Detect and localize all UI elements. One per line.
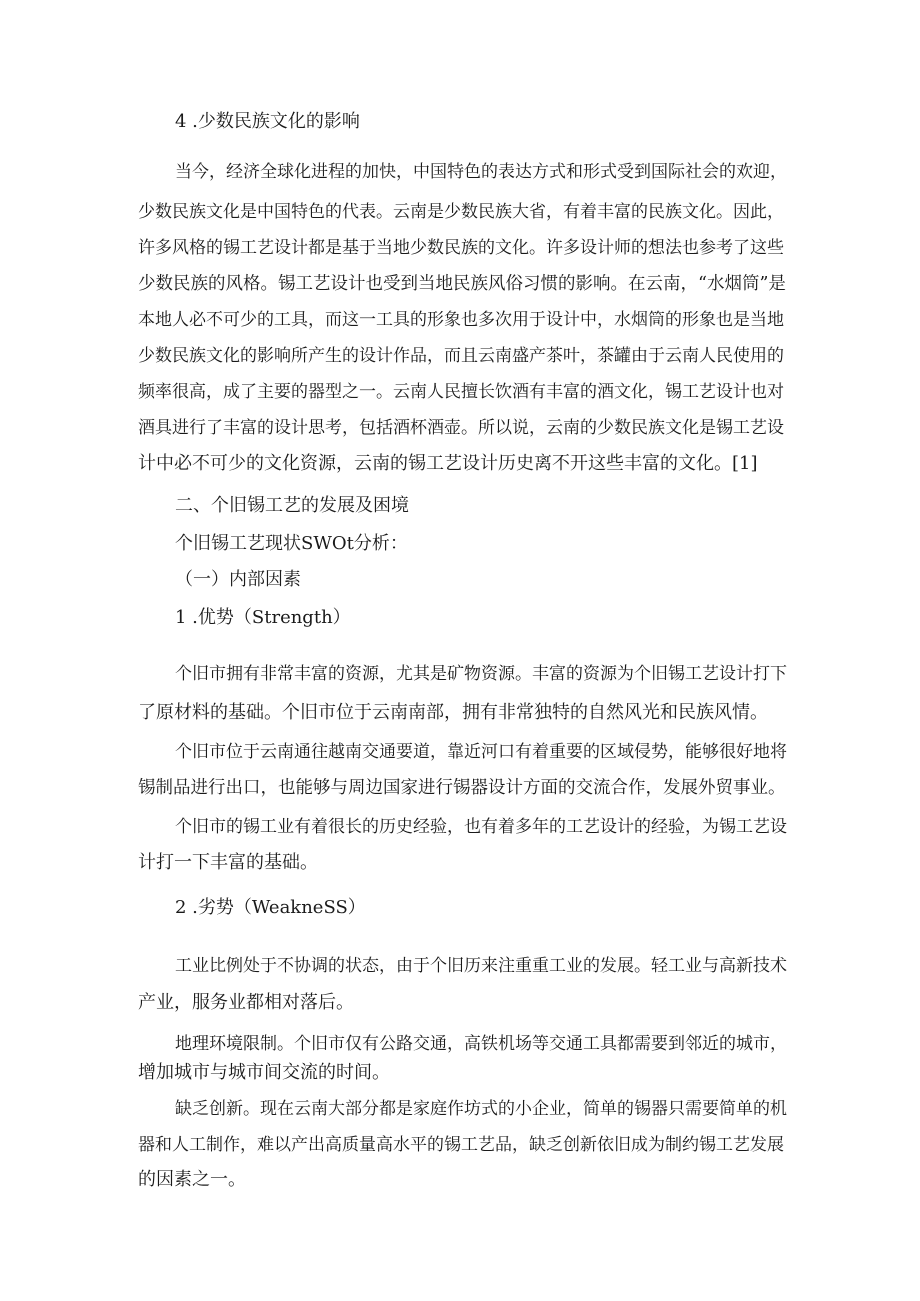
- paragraph-line: 锡制品进行出口，也能够与周边国家进行锡器设计方面的交流合作，发展外贸事业。: [138, 778, 786, 798]
- subsection-heading: （一）内部因素: [175, 569, 301, 590]
- paragraph-line: 少数民族的风格。锡工艺设计也受到当地民族风俗习惯的影响。在云南，“水烟筒”是: [138, 274, 786, 294]
- paragraph-line: 频率很高，成了主要的器型之一。云南人民擅长饮酒有丰富的酒文化，锡工艺设计也对: [138, 382, 784, 402]
- paragraph-line: 少数民族文化的影响所产生的设计作品，而且云南盛产茶叶，茶罐由于云南人民使用的: [138, 346, 784, 366]
- paragraph-line: 地理环境限制。个旧市仅有公路交通，高铁机场等交通工具都需要到邻近的城市，: [175, 1034, 787, 1054]
- paragraph-line: 少数民族文化是中国特色的代表。云南是少数民族大省，有着丰富的民族文化。因此，: [138, 202, 784, 222]
- paragraph-line: 个旧市拥有非常丰富的资源，尤其是矿物资源。丰富的资源为个旧锡工艺设计打下: [175, 664, 787, 684]
- paragraph-line: 的因素之一。: [138, 1169, 246, 1190]
- paragraph-line: 增加城市与城市间交流的时间。: [138, 1062, 390, 1083]
- paragraph-line: 个旧市位于云南通往越南交通要道，靠近河口有着重要的区域侵势，能够很好地将: [175, 742, 787, 762]
- paragraph-line: 产业，服务业都相对落后。: [138, 992, 354, 1013]
- paragraph-line: 个旧市的锡工业有着很长的历史经验，也有着多年的工艺设计的经验，为锡工艺设: [175, 817, 787, 837]
- weakness-heading: 2 .劣势（WeakneSS）: [175, 897, 366, 918]
- paragraph-line: 许多风格的锡工艺设计都是基于当地少数民族的文化。许多设计师的想法也参考了这些: [138, 238, 784, 258]
- paragraph-line: 当今，经济全球化进程的加快，中国特色的表达方式和形式受到国际社会的欢迎，: [175, 162, 787, 182]
- paragraph-line: 计中必不可少的文化资源，云南的锡工艺设计历史离不开这些丰富的文化。[1]: [138, 453, 758, 474]
- chapter-heading: 二、个旧锡工艺的发展及困境: [175, 495, 409, 516]
- paragraph-line: 器和人工制作，难以产出高质量高水平的锡工艺品，缺乏创新依旧成为制约锡工艺发展: [138, 1135, 784, 1155]
- paragraph-line: 本地人必不可少的工具，而这一工具的形象也多次用于设计中，水烟筒的形象也是当地: [138, 310, 784, 330]
- strength-heading: 1 .优势（Strength）: [175, 607, 351, 628]
- section-heading: 4 .少数民族文化的影响: [175, 111, 360, 132]
- swot-intro: 个旧锡工艺现状SWOt分析：: [175, 533, 408, 554]
- paragraph-line: 工业比例处于不协调的状态，由于个旧历来注重重工业的发展。轻工业与高新技术: [175, 956, 787, 976]
- paragraph-line: 计打一下丰富的基础。: [138, 852, 318, 873]
- paragraph-line: 缺乏创新。现在云南大部分都是家庭作坊式的小企业，简单的锡器只需要简单的机: [175, 1099, 787, 1119]
- paragraph-line: 了原材料的基础。个旧市位于云南南部，拥有非常独特的自然风光和民族风情。: [138, 702, 768, 723]
- paragraph-line: 酒具进行了丰富的设计思考，包括酒杯酒壶。所以说，云南的少数民族文化是锡工艺设: [138, 418, 784, 438]
